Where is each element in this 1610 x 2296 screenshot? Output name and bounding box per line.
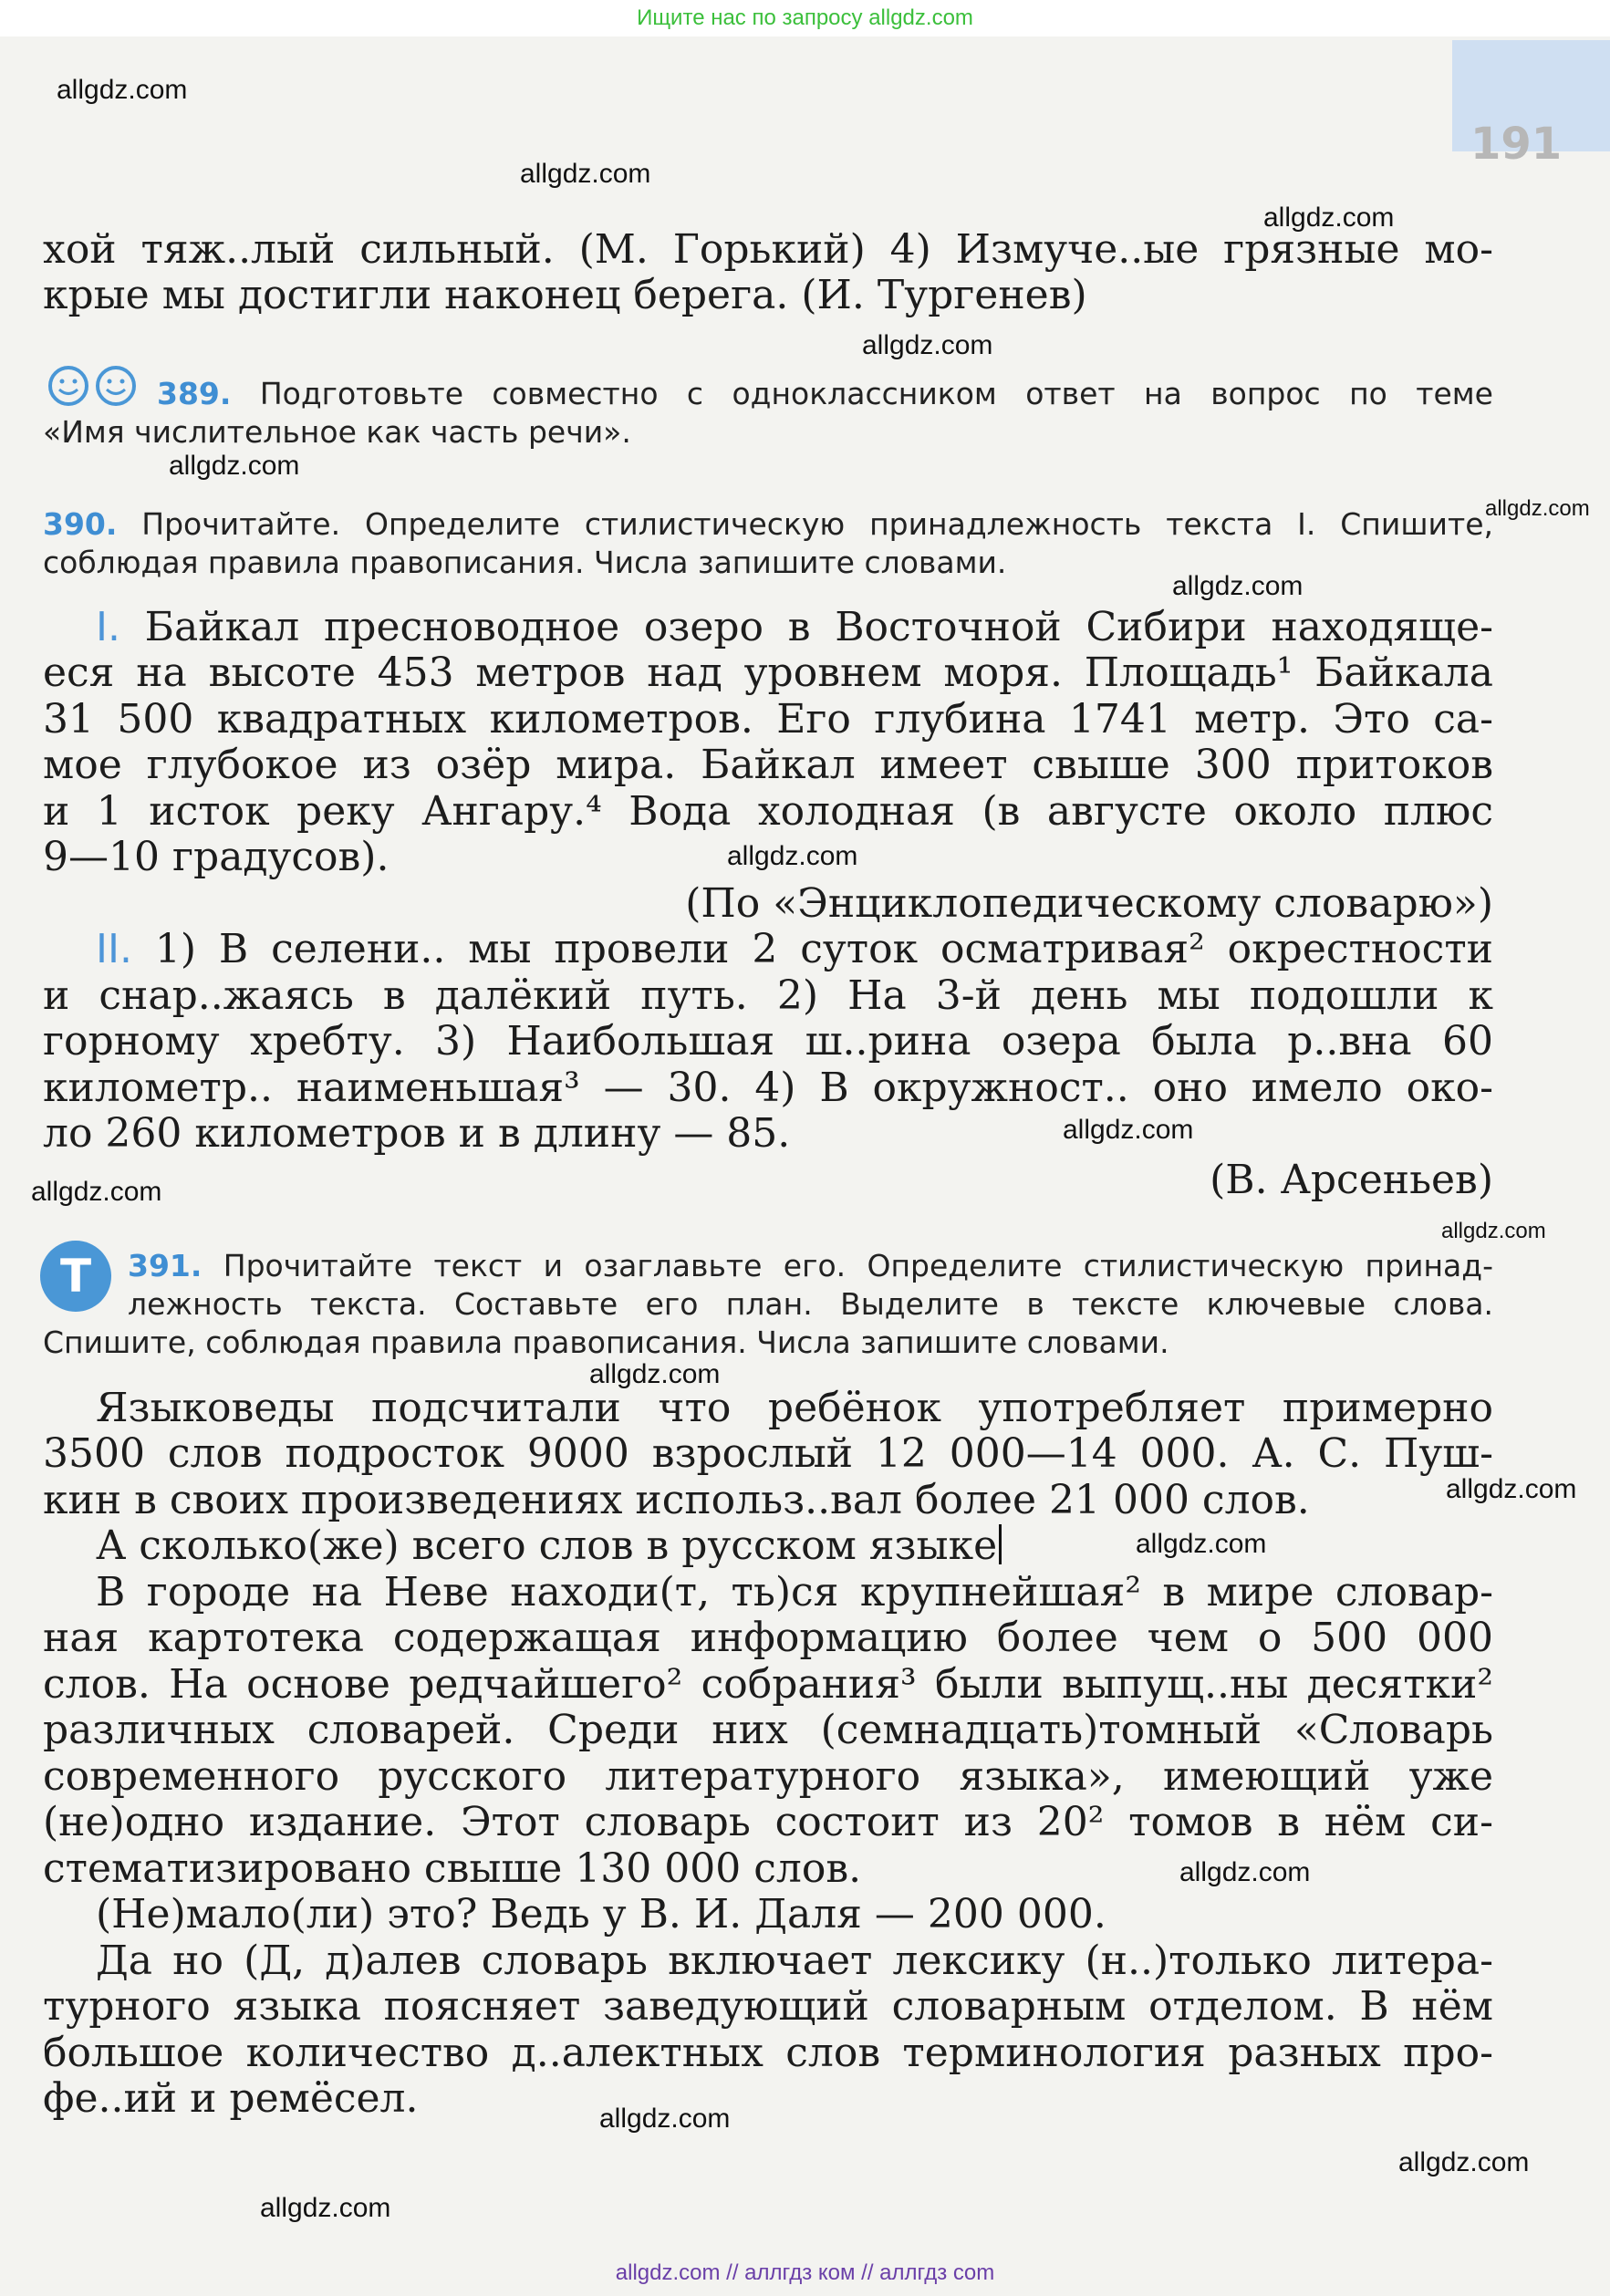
text-line: километр.. наименьшая³ — 30. 4) В окружност.. оно имело око- <box>43 1065 1493 1111</box>
exercise-number: 391. <box>128 1248 203 1283</box>
text-line <box>43 1522 1493 1569</box>
exercise-number: 390. <box>43 506 118 542</box>
watermark: allgdz.com <box>862 330 993 360</box>
text-line: (Не)мало(ли) это? Ведь у В. И. Даля — 200 000. <box>96 1891 1106 1938</box>
text-line: хой тяж..лый сильный. (М. Горький) 4) Измуче..ые грязные мо- <box>43 226 1493 273</box>
text-line: Да но (Д, д)алев словарь включает лексику (н..)только литера- <box>96 1938 1493 1984</box>
text-cursor <box>999 1524 1002 1564</box>
text-line: слов. На основе редчайшего² собрания³ были выпущ..ны десятки² <box>43 1661 1493 1708</box>
text-line <box>43 604 1493 650</box>
text-line: 31 500 квадратных километров. Его глубина 1741 метр. Это са- <box>43 696 1493 743</box>
text-fragment: А сколько(же) всего слов в русском языке <box>96 1522 998 1569</box>
theory-icon: Т <box>40 1241 111 1312</box>
text-line: и снар..жаясь в далёкий путь. 2) На 3-й день мы подошли к <box>43 972 1493 1019</box>
exercise-391-line1 <box>128 1248 1493 1283</box>
text-line: (не)одно издание. Этот словарь состоит из 20² томов в нём си- <box>43 1799 1493 1845</box>
footer-links: allgdz.com // аллгдз ком // аллгдз com <box>615 2260 995 2285</box>
watermark: allgdz.com <box>1441 1219 1546 1243</box>
text-line: В городе на Неве находи(т, ть)ся крупнейшая² в мире словар- <box>96 1569 1493 1616</box>
watermark: allgdz.com <box>169 451 300 481</box>
watermark: allgdz.com <box>260 2193 391 2223</box>
text-line: стематизировано свыше 130 000 слов. <box>43 1845 862 1892</box>
text-line: крые мы достигли наконец берега. (И. Тургенев) <box>43 272 1087 318</box>
text-line: 3500 слов подросток 9000 взрослый 12 000—14 000. А. С. Пуш- <box>43 1430 1493 1477</box>
watermark: allgdz.com <box>57 75 188 105</box>
text-fragment: Байкал пресноводное озеро в Восточной Сибири находяще- <box>119 604 1493 650</box>
watermark: allgdz.com <box>31 1177 162 1207</box>
text-line: Языковеды подсчитали что ребёнок употребляет примерно <box>96 1385 1493 1431</box>
watermark: allgdz.com <box>1398 2147 1530 2177</box>
text-line <box>43 926 1493 972</box>
text-line: современного русского литературного языка», имеющий уже <box>43 1753 1493 1800</box>
top-banner: Ищите нас по запросу allgdz.com <box>0 0 1610 36</box>
exercise-text: Прочитайте текст и озаглавьте его. Определите стилистическую принад- <box>202 1248 1493 1283</box>
roman-numeral: I. <box>96 604 120 650</box>
text-line: 9—10 градусов). <box>43 834 390 880</box>
text-line: мое глубокое из озёр мира. Байкал имеет свыше 300 притоков <box>43 742 1493 788</box>
watermark: allgdz.com <box>599 2104 731 2134</box>
watermark: allgdz.com <box>1172 571 1304 601</box>
text-line: ная картотека содержащая информацию более чем о 500 000 <box>43 1615 1493 1661</box>
text-line: большое количество д..алектных слов терминология разных про- <box>43 2030 1493 2076</box>
pair-work-icon <box>47 365 140 407</box>
text-line: горному хребту. 3) Наибольшая ш..рина озера была р..вна 60 <box>43 1018 1493 1065</box>
exercise-text: Подготовьте совместно с одноклассником ответ на вопрос по теме <box>231 376 1493 411</box>
watermark: allgdz.com <box>589 1359 721 1389</box>
exercise-text: Прочитайте. Определите стилистическую принадлежность текста I. Спишите, <box>117 506 1493 542</box>
roman-numeral: II. <box>96 926 132 972</box>
watermark: allgdz.com <box>1179 1857 1311 1887</box>
watermark: allgdz.com <box>727 841 858 871</box>
text-line: кин в своих произведениях использ..вал более 21 000 слов. <box>43 1477 1310 1523</box>
page-number: 191 <box>1470 119 1563 170</box>
source-citation: (В. Арсеньев) <box>1210 1157 1493 1203</box>
watermark: allgdz.com <box>520 159 651 189</box>
exercise-389-line1 <box>157 376 1493 411</box>
text-line: фе..ий и ремёсел. <box>43 2075 419 2122</box>
text-line: ло 260 километров и в длину — 85. <box>43 1110 791 1157</box>
watermark: allgdz.com <box>1263 203 1395 233</box>
exercise-391-line2: лежность текста. Составьте его план. Выделите в тексте ключевые слова. <box>128 1286 1493 1322</box>
watermark: allgdz.com <box>1485 496 1590 521</box>
exercise-number: 389. <box>157 376 232 411</box>
exercise-391-line3: Спишите, соблюдая правила правописания. Числа запишите словами. <box>43 1325 1169 1360</box>
text-line: еся на высоте 453 метров над уровнем моря. Площадь¹ Байкала <box>43 649 1493 696</box>
text-fragment: 1) В селени.. мы провели 2 суток осматривая² окрестности <box>131 926 1493 972</box>
exercise-390-line2: соблюдая правила правописания. Числа запишите словами. <box>43 545 1007 580</box>
text-line: различных словарей. Среди них (семнадцать)томный «Словарь <box>43 1707 1493 1753</box>
source-citation: (По «Энциклопедическому словарю») <box>685 880 1493 927</box>
text-line: турного языка поясняет заведующий словарным отделом. В нём <box>43 1983 1493 2030</box>
text-line: и 1 исток реку Ангару.⁴ Вода холодная (в августе около плюс <box>43 788 1493 835</box>
exercise-390-line1 <box>43 506 1493 542</box>
exercise-389-line2: «Имя числительное как часть речи». <box>43 414 631 450</box>
watermark: allgdz.com <box>1063 1115 1194 1145</box>
watermark: allgdz.com <box>1136 1529 1267 1559</box>
watermark: allgdz.com <box>1446 1474 1577 1504</box>
